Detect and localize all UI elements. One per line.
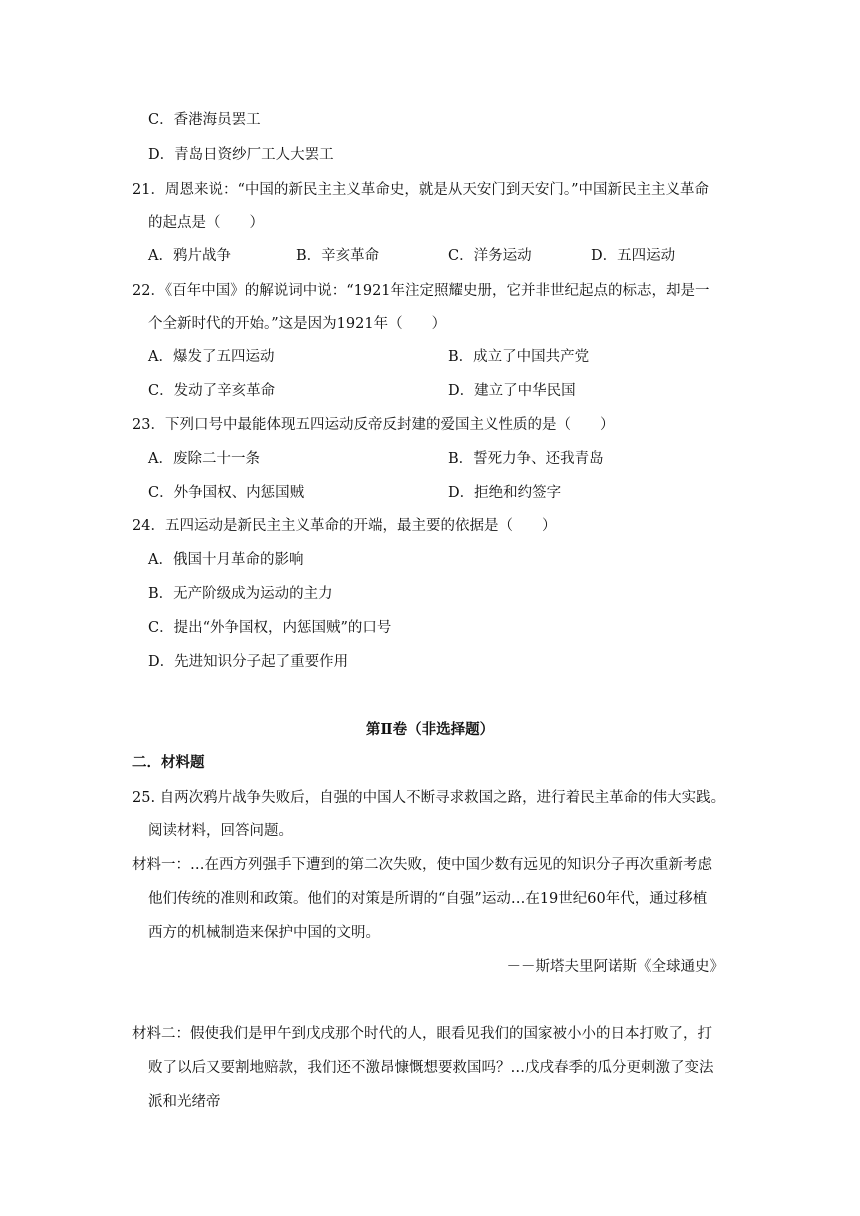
material1-source: －－斯塔夫里阿诺斯《全球通史》 <box>506 959 724 975</box>
q24-stem: 24．五四运动是新民主主义革命的开端，最主要的依据是（ ） <box>132 518 557 534</box>
q24-option-c: C．提出“外争国权，内惩国贼”的口号 <box>148 620 392 636</box>
part2-title: 第Ⅱ卷（非选择题） <box>365 721 495 738</box>
q24-option-d: D．先进知识分子起了重要作用 <box>148 654 349 670</box>
material2-line2: 败了以后又要割地赔款，我们还不激昂慷慨想要救国吗？…戊戌春季的瓜分更刺激了变法 <box>148 1060 714 1076</box>
q21-option-c: C．洋务运动 <box>448 248 532 264</box>
material1-line3: 西方的机械制造来保护中国的文明。 <box>148 925 380 941</box>
q23-stem: 23．下列口号中最能体现五四运动反帝反封建的爱国主义性质的是（ ） <box>132 417 615 433</box>
q22-option-c: C．发动了辛亥革命 <box>148 383 276 399</box>
q22-option-a: A．爆发了五四运动 <box>148 349 275 365</box>
q22-stem-line1: 22．《百年中国》的解说词中说：“1921年注定照耀史册，它并非世纪起点的标志，却是一 <box>132 283 710 299</box>
q22-stem-line2: 个全新时代的开始。”这是因为1921年（ ） <box>148 316 447 332</box>
material2-line3: 派和光绪帝 <box>148 1094 221 1110</box>
material1-line2: 他们传统的准则和政策。他们的对策是所谓的“自强”运动…在19世纪60年代，通过移植 <box>148 891 708 907</box>
section2-heading: 二．材料题 <box>132 754 205 771</box>
q20-option-c: C．香港海员罢工 <box>148 112 261 128</box>
q23-option-c: C．外争国权、内惩国贼 <box>148 485 305 501</box>
q21-option-d: D．五四运动 <box>591 248 676 264</box>
q23-option-a: A．废除二十一条 <box>148 451 260 467</box>
q23-option-d: D．拒绝和约签字 <box>448 485 562 501</box>
q23-option-b: B．誓死力争、还我青岛 <box>448 451 604 467</box>
q22-option-d: D．建立了中华民国 <box>448 383 576 399</box>
q24-option-a: A．俄国十月革命的影响 <box>148 552 304 568</box>
q21-option-a: A．鸦片战争 <box>148 248 231 264</box>
q20-option-d: D．青岛日资纱厂工人大罢工 <box>148 147 334 163</box>
q22-option-b: B．成立了中国共产党 <box>448 349 590 365</box>
q21-stem-line1: 21．周恩来说：“中国的新民主主义革命史，就是从天安门到天安门。”中国新民主主义革命 <box>132 182 710 198</box>
q21-stem-line2: 的起点是（ ） <box>148 215 264 231</box>
q25-stem-line2: 阅读材料，回答问题。 <box>148 823 293 839</box>
q24-option-b: B．无产阶级成为运动的主力 <box>148 586 333 602</box>
q25-stem-line1: 25. 自两次鸦片战争失败后，自强的中国人不断寻求救国之路，进行着民主革命的伟大实践。 <box>132 790 726 806</box>
material1-line1: 材料一：…在西方列强手下遭到的第二次失败，使中国少数有远见的知识分子再次重新考虑 <box>132 857 712 873</box>
material2-line1: 材料二：假使我们是甲午到戊戌那个时代的人，眼看见我们的国家被小小的日本打败了，打 <box>132 1026 712 1042</box>
q21-option-b: B．辛亥革命 <box>296 248 380 264</box>
